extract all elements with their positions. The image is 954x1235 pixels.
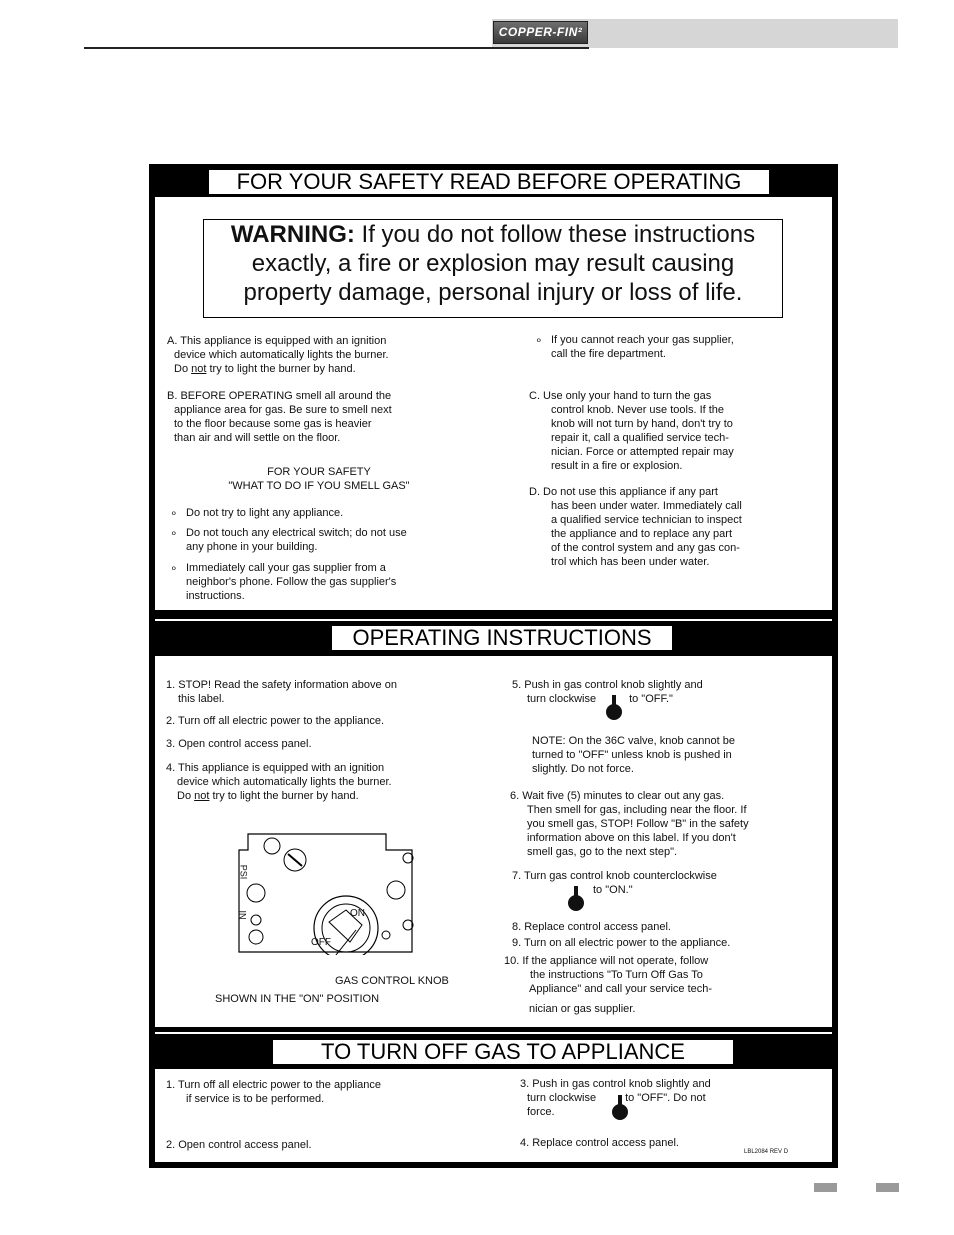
op-step-6: 6. Wait five (5) minutes to clear out any gas. Then smell for gas, including near the floor. If you smell gas, STOP! Follow "B" in the safety information above on this label. If you don't smell gas, go to the next step". xyxy=(510,790,749,858)
warning-line2: exactly, a fire or explosion may result causing xyxy=(251,250,735,277)
op-step-2: 2. Turn off all electric power to the appliance. xyxy=(166,715,385,727)
diagram-psi-label: PSI xyxy=(238,864,249,880)
smell-bullet-4: ∘ If you cannot reach your gas supplier, call the fire department. xyxy=(551,333,734,361)
diagram-caption-position: SHOWN IN THE "ON" POSITION xyxy=(215,993,380,1005)
smell-gas-heading: FOR YOUR SAFETY "WHAT TO DO IF YOU SMELL GAS" xyxy=(228,466,410,492)
safety-item-d: D. Do not use this appliance if any part has been under water. Immediately call a qualified service technician to inspect the appliance and to replace any part of the control system and any gas con- trol which has been under water. xyxy=(529,486,742,568)
warning-box xyxy=(203,219,783,318)
op-step-3: 3. Open control access panel. xyxy=(166,738,312,750)
warning-line1: If you do not follow these instructions xyxy=(361,221,756,248)
turnoff-step-3: 3. Push in gas control knob slightly and turn clockwise to "OFF". Do not force. xyxy=(520,1078,711,1118)
safety-item-c: C. Use only your hand to turn the gas control knob. Never use tools. If the knob will not turn by hand, don't try to repair it, call a qualified service tech- nician. Force or attempted repair may result in a fire or explosion. xyxy=(529,390,734,472)
header-rule xyxy=(84,47,589,49)
operating-header-strip xyxy=(155,619,832,621)
op-note: NOTE: On the 36C valve, knob cannot be turned to "OFF" unless knob is pushed in slightly. Do not force. xyxy=(532,735,736,775)
turnoff-step-4: 4. Replace control access panel. xyxy=(520,1137,679,1149)
smell-bullet-1: ∘ Do not try to light any appliance. xyxy=(186,506,343,520)
op-step-5: 5. Push in gas control knob slightly and turn clockwise to "OFF." xyxy=(512,679,703,705)
footer-mark-right xyxy=(876,1183,899,1192)
knob-turnoff-icon xyxy=(610,1092,632,1124)
smell-bullet-2: ∘ Do not touch any electrical switch; do not use any phone in your building. xyxy=(186,526,407,554)
footer-mark-left xyxy=(814,1183,837,1192)
turnoff-section-title: TO TURN OFF GAS TO APPLIANCE xyxy=(273,1040,733,1064)
gas-valve-diagram xyxy=(236,830,426,955)
knob-off-icon xyxy=(604,692,626,724)
op-step-7: 7. Turn gas control knob counterclockwise to "ON." xyxy=(512,870,717,896)
turnoff-step-2: 2. Open control access panel. xyxy=(166,1139,312,1151)
op-step-9: 9. Turn on all electric power to the appliance. xyxy=(512,937,731,949)
knob-on-icon xyxy=(566,883,588,915)
diagram-in-label: IN xyxy=(237,910,248,920)
diagram-caption: GAS CONTROL KNOB xyxy=(335,975,449,987)
safety-item-b: B. BEFORE OPERATING smell all around the appliance area for gas. Be sure to smell next to the floor because some gas is heavier than air and will settle on the floor. xyxy=(167,390,392,444)
op-step-8: 8. Replace control access panel. xyxy=(512,921,671,933)
diagram-off-label: OFF xyxy=(311,937,331,948)
op-step-4: 4. This appliance is equipped with an ignition device which automatically lights the burner. Do not try to light the burner by hand. xyxy=(166,762,392,802)
safety-item-a: A. This appliance is equipped with an ignition device which automatically lights the burner. Do not try to light the burner by hand. xyxy=(167,335,389,375)
op-step-10: 10. If the appliance will not operate, follow the instructions "To Turn Off Gas To Appliance" and call your service tech- nician or gas supplier. xyxy=(504,955,713,1015)
op-step-1: 1. STOP! Read the safety information above on this label. xyxy=(166,679,397,705)
label-code: LBL2084 REV D xyxy=(744,1149,789,1155)
smell-bullet-3: ∘ Immediately call your gas supplier from a neighbor's phone. Follow the gas supplier's instructions. xyxy=(186,561,396,603)
operating-section-title: OPERATING INSTRUCTIONS xyxy=(332,626,672,650)
turnoff-header-strip xyxy=(155,1032,832,1034)
warning-label: WARNING: xyxy=(230,221,355,248)
brand-logo: COPPER-FIN² xyxy=(493,21,588,44)
diagram-on-label: ON xyxy=(350,908,365,919)
safety-section-title: FOR YOUR SAFETY READ BEFORE OPERATING xyxy=(209,170,769,194)
warning-line3: property damage, personal injury or loss of life. xyxy=(243,279,743,306)
turnoff-step-1: 1. Turn off all electric power to the appliance if service is to be performed. xyxy=(166,1079,382,1105)
